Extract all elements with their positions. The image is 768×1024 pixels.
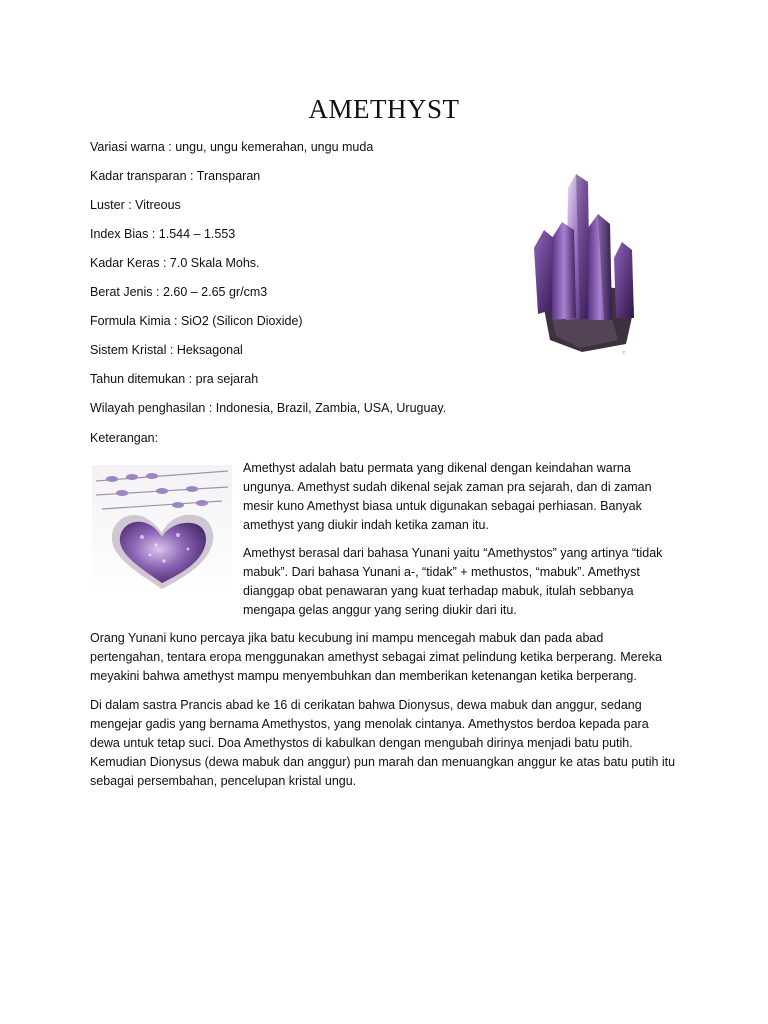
paragraph: Amethyst berasal dari bahasa Yunani yaitu “Amethystos” yang artinya “tidak mabuk”. Dari bahasa Yunani a-, “tidak” + methustos, “mabuk”. Amethyst dianggap obat penawaran yang kuat terhadap mabuk, itulah sebbanya mengapa gelas anggur yang sering diukir dari itu. [243, 546, 663, 617]
amethyst-heart-image [92, 465, 232, 593]
property-item: Formula Kimia : SiO2 (Silicon Dioxide) [90, 314, 303, 328]
property-item: Luster : Vitreous [90, 198, 181, 212]
svg-text:©: © [622, 350, 626, 355]
property-item: Berat Jenis : 2.60 – 2.65 gr/cm3 [90, 285, 268, 299]
property-item: Sistem Kristal : Heksagonal [90, 343, 243, 357]
page-title: AMETHYST [308, 94, 460, 124]
property-item: Tahun ditemukan : pra sejarah [90, 372, 259, 386]
property-list [90, 139, 446, 429]
keterangan-label: Keterangan: [90, 431, 159, 445]
property-item: Kadar Keras : 7.0 Skala Mohs. [90, 256, 260, 270]
paragraph: Di dalam sastra Prancis abad ke 16 di cerikatan bahwa Dionysus, dewa mabuk dan anggur, sedang mengejar gadis yang bernama Amethystos, yang menolak cintanya. Amethystos berdoa kepada para dewa untuk tetap suci. Doa Amethystos di kabulkan dengan mengubah dirinya menjadi batu putih. Kemudian Dionysus (dewa mabuk dan anggur) pun marah dan menuangkan anggur ke atas batu putih itu sebagai persembahan, pencelupan kristal ungu. [90, 698, 676, 788]
paragraph: Amethyst adalah batu permata yang dikenal dengan keindahan warna ungunya. Amethyst sudah dikenal sejak zaman pra sejarah, dan di zaman mesir kuno Amethyst biasa untuk digunakan sebagai perhiasan. Banyak amethyst yang diukir indah ketika zaman itu. [243, 461, 652, 532]
property-item: Wilayah penghasilan : Indonesia, Brazil, Zambia, USA, Uruguay. [90, 401, 447, 415]
amethyst-crystal-image [522, 168, 652, 356]
property-item: Variasi warna : ungu, ungu kemerahan, ungu muda [90, 140, 374, 154]
property-item: Kadar transparan : Transparan [90, 169, 261, 183]
property-item: Index Bias : 1.544 – 1.553 [90, 227, 236, 241]
paragraph: Orang Yunani kuno percaya jika batu kecubung ini mampu mencegah mabuk dan pada abad pertengahan, tentara eropa menggunakan amethyst sebagai zimat pelindung ketika berperang. Mereka meyakini bahwa amethyst mampu menyembuhkan dan memberikan ketenangan ketika berperang. [90, 631, 662, 683]
